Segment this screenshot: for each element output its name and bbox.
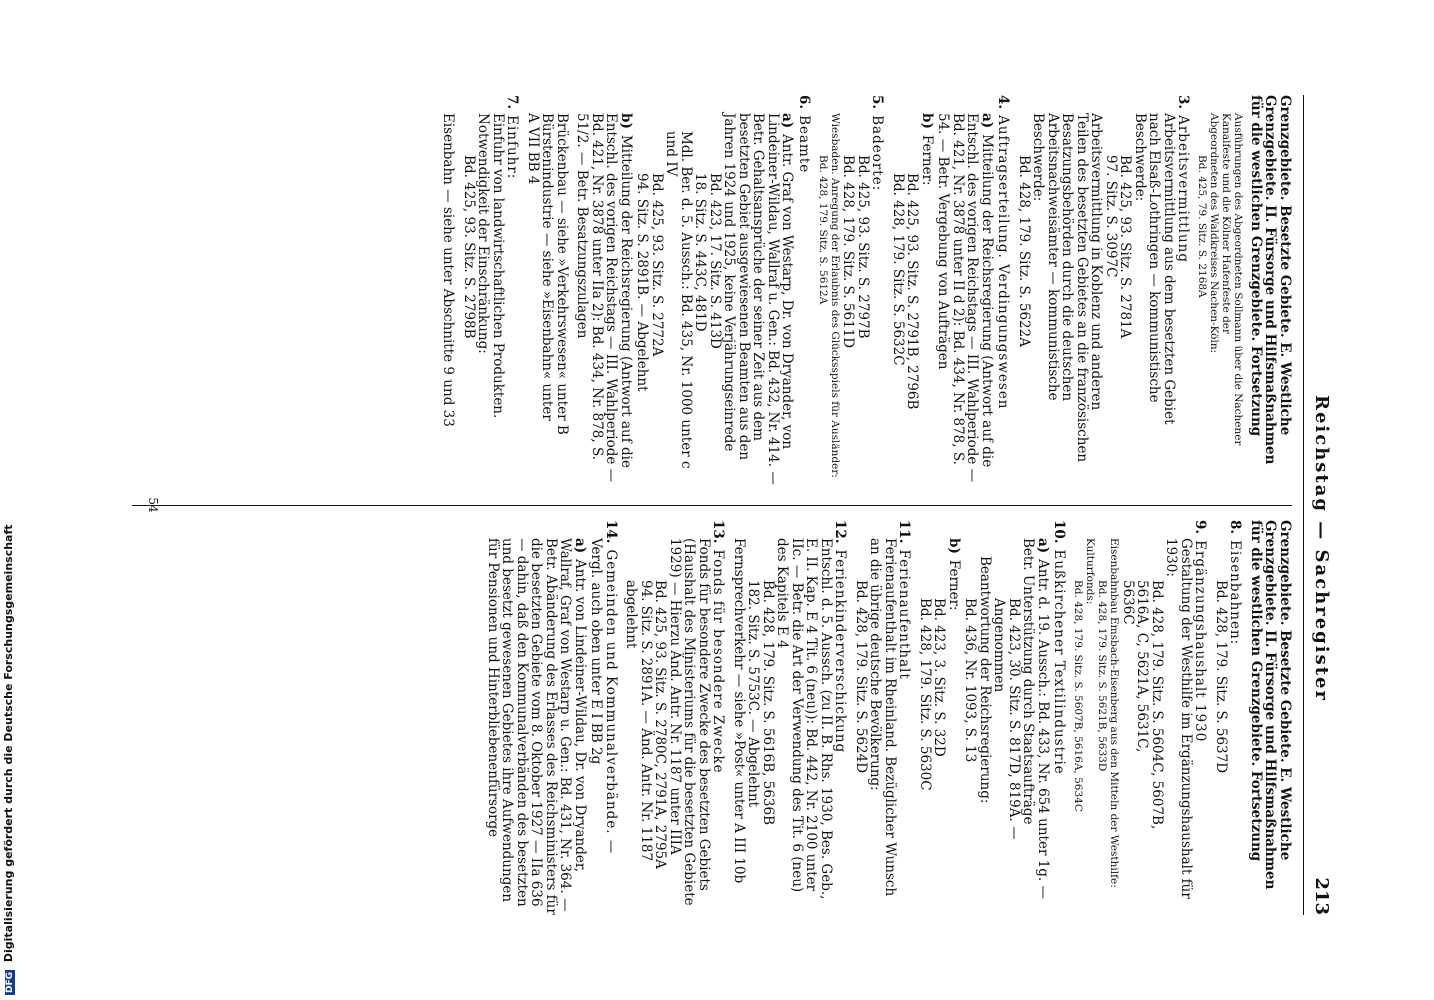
entry-text: Ferienaufenthalt im Rheinland. Bezüglicher Wunsch an die übrige deutsche Bevölkerung: bbox=[867, 538, 898, 897]
entry-text: Arbeitsnachweisämter — kommunistische bbox=[1045, 113, 1061, 401]
entry bbox=[441, 95, 456, 490]
entry bbox=[624, 520, 726, 915]
reference: Bd. 428, 179. Sitz. S. 5611D bbox=[840, 155, 857, 349]
reference: 182. Sitz. S. 5753C. — Abgelehnt bbox=[745, 580, 762, 808]
entry-heading bbox=[604, 520, 619, 915]
entry-number: 6. bbox=[796, 95, 812, 110]
sub-entry-body: Mitteilung der Reichsregierung (Antwort auf die Entschl. des vorigen Reichstags — III. Wahlperiode — Bd. 421, Nr. 3878 unter IIa 2): Bd. 434, Nr. 878, S. 51/2. — Betr. Besatzungszulagen bbox=[574, 113, 634, 483]
entry bbox=[918, 520, 1067, 915]
entry-number: 14. bbox=[603, 520, 619, 544]
sub-entry-body: Antr. Graf von Westarp, Dr. von Dryander, von Lindeiner-Wildau, Wallraf u. Gen.: Bd. 432, Nr. 414. — Betr. Gehaltsansprüche der seiner Zeit aus dem besetzten Gebiet ausgewiesenen Beamten aus den Jahren 1924 und 1925, keine Verjährungseinrede bbox=[721, 113, 796, 485]
sub-entry-body: Ferner: bbox=[919, 134, 935, 186]
header-rule bbox=[1303, 95, 1304, 915]
entry-note: Kulturfonds: bbox=[1084, 538, 1097, 605]
footer-page-number: 54 bbox=[146, 497, 160, 513]
sub-entry-text bbox=[920, 113, 935, 490]
entry-text: Brückenbau — siehe »Verkehrswesen« unter B bbox=[554, 113, 570, 435]
entry-text: Beschwerde: bbox=[1030, 113, 1047, 202]
entry bbox=[1073, 520, 1208, 915]
entry-note: Eisenbahnbau Emsbach-Eisenberg aus den Mitteln der Westhilfe: bbox=[1108, 538, 1121, 888]
entry-text: Teilen des besetzten Gebietes an die französischen bbox=[1074, 113, 1090, 463]
reference: Bd. 425, 93. Sitz. S. 2798B bbox=[461, 155, 477, 339]
reference: 97. Sitz. S. 3097C bbox=[1103, 155, 1119, 278]
sub-entry-text bbox=[1021, 538, 1050, 915]
entry-text: Entschl. d. 5. Aussch. (zu II. B. Rhs. 1930, Bes. Geb., E. II. Kap. E 4 Tit. 6 (neu)): Bd. 442, Nr. 2100 unter IIc. — Betr. die Art der Verwendung des Tit. 6 (neu) des Kapitels E 4 bbox=[774, 538, 834, 900]
reference: Bd. 425, 93. Sitz. S. 2791B, 2796B bbox=[904, 173, 921, 410]
sub-entry-text bbox=[486, 538, 588, 915]
sub-entry-body: Antr. von Lindeiner-Wildau, Dr. von Dryander, Wallraf, Graf von Westarp u. Gen.: Bd. 431, Nr. 364. — Betr. Abänderung des Erlasses des Reichsministers für die besetzten Gebiete vom 8. Oktober 1927 — IIa 636 — dahin, daß den Kommunalverbänden des besetzten und besetzt gewesenen Gebietes ihre Aufwendungen für Pensionen und Hinterbliebenenfürsorge bbox=[485, 538, 588, 915]
sub-entry-extra: Beantwortung der Reichsregierung: bbox=[977, 556, 993, 804]
entry-number: 10. bbox=[1051, 520, 1068, 544]
entry-text: Eisenbahn — siehe unter Abschnitte 9 und 33 bbox=[440, 113, 457, 427]
entry bbox=[1214, 520, 1243, 915]
sub-entry-tag: b) bbox=[946, 538, 962, 554]
entry-label: Fonds für besondere Zwecke bbox=[710, 549, 727, 774]
entry-label: Gemeinden und Kommunalverbände. — bbox=[603, 549, 619, 855]
entry-number: 7. bbox=[504, 95, 521, 110]
entry-heading bbox=[870, 95, 885, 490]
entry-heading bbox=[1193, 520, 1208, 915]
reference: Bd. 425, 93. Sitz. S. 2772A bbox=[649, 173, 665, 357]
sub-entry-tag: a) bbox=[572, 538, 588, 554]
entry bbox=[732, 520, 848, 915]
entry bbox=[526, 95, 570, 490]
entry-heading bbox=[1052, 520, 1067, 915]
reference: Bd. 428, 179. Sitz. S. 5637D bbox=[1213, 580, 1229, 774]
entry-label: Beamte bbox=[796, 115, 812, 174]
entry-heading bbox=[996, 95, 1011, 490]
entry-number: 5. bbox=[869, 95, 886, 110]
sub-entry-text bbox=[575, 113, 633, 490]
note-reference: Bd. 425, 79. Sitz. S. 2168A bbox=[1196, 155, 1209, 298]
header-title: Reichstag — Sachregister bbox=[1311, 395, 1332, 702]
sub-entry-tag: a) bbox=[979, 113, 995, 129]
entry-text: Beschwerde: bbox=[1132, 113, 1148, 202]
reference: Bd. 428, 179. Sitz. S. 5632C bbox=[890, 173, 906, 366]
reference: 5636C bbox=[1120, 580, 1136, 625]
entry-label: Eisenbahnen: bbox=[1227, 540, 1244, 646]
sub-entry-tag: b) bbox=[618, 113, 634, 129]
sub-entry bbox=[936, 113, 994, 490]
digitization-credit bbox=[2, 395, 16, 995]
entry bbox=[486, 520, 619, 915]
entry-text: Fernsprechverkehr — siehe »Post« unter A III 10b bbox=[731, 538, 747, 884]
sub-entry-tag: a) bbox=[779, 113, 796, 129]
entry bbox=[575, 95, 811, 490]
entry-text: Einfuhr von landwirtschaftlichen Produkten. Notwendigkeit der Einschränkung: bbox=[475, 113, 506, 419]
reference: Bd. 425, 93. Sitz. S. 2780C, 2791A, 2795A bbox=[652, 580, 669, 869]
reference: Bd. 436, Nr. 1093, S. 13 bbox=[962, 598, 979, 763]
reference: 94. Sitz. S. 2891A. — Änd. Antr. Nr. 1187 abgelehnt bbox=[623, 580, 654, 862]
entry-number: 12. bbox=[832, 520, 849, 544]
sub-entry bbox=[918, 538, 962, 915]
left-column bbox=[441, 95, 1292, 490]
reference: Bd. 428, 179. Sitz. S. 5616B, 5636B bbox=[760, 580, 776, 826]
sub-entry bbox=[963, 538, 1050, 915]
reference: 5616A, C, 5621A, 5631C, bbox=[1134, 580, 1151, 753]
sub-entry-body: Ferner: bbox=[946, 559, 962, 611]
right-column bbox=[486, 520, 1293, 915]
entry-heading bbox=[833, 520, 848, 915]
entry-text: Arbeitsvermittlung in Koblenz und anderen bbox=[1088, 113, 1105, 411]
entry-note-reference: Bd. 428, 179. Sitz. S. 5607B, 5616A, 5634C bbox=[1072, 580, 1085, 812]
entry-label: Ergänzungshaushalt 1930 bbox=[1192, 540, 1209, 743]
entry-text: Bürstenindustrie — siehe »Eisenbahn« unter bbox=[539, 113, 556, 421]
digitization-credit-text: Digitalisierung gefördert durch die Deutsche Forschungsgemeinschaft bbox=[2, 524, 15, 963]
sub-entry-text bbox=[947, 538, 962, 915]
sub-entry-text bbox=[722, 113, 795, 490]
sub-entry bbox=[575, 113, 633, 490]
entry-number: 9. bbox=[1192, 520, 1209, 535]
entry-heading bbox=[505, 95, 520, 490]
entry-note-reference: Bd. 428, 179. Sitz. S. 5612A bbox=[817, 155, 829, 305]
sub-entry bbox=[635, 113, 795, 490]
entry-number: 3. bbox=[1175, 95, 1192, 110]
entry-text: A VII BB 4 bbox=[525, 113, 541, 185]
entry-label: Arbeitsvermittlung bbox=[1175, 115, 1192, 263]
entry-label: Ferienkinderverschickung bbox=[832, 549, 849, 754]
entry-text: Arbeitsvermittlung aus dem besetzten Gebiet bbox=[1161, 113, 1177, 425]
reference: Bd. 425, 93. Sitz. S. 2781A bbox=[1117, 155, 1134, 339]
entry-text: nach Elsaß-Lothringen — kommunistische bbox=[1146, 113, 1163, 403]
entry-text: Besatzungsbehörden durch die deutschen bbox=[1059, 113, 1076, 402]
entry-number: 4. bbox=[995, 95, 1012, 110]
reference: Bd. 423, 17. Sitz. S. 413D bbox=[707, 173, 723, 349]
entry-text: Gestaltung der Westhilfe im Ergänzungshaushalt für 1930: bbox=[1163, 538, 1194, 899]
document-page bbox=[130, 95, 1330, 915]
sub-entry-tag: b) bbox=[919, 113, 935, 129]
reference: 94. Sitz. S. 2891B. — Abgelehnt bbox=[634, 173, 651, 392]
reference: Bd. 425, 93. Sitz. S. 2797B bbox=[855, 155, 871, 339]
entry-text: Fonds für besondere Zwecke des besetzten Gebiets (Haushalt des Ministeriums für die besetzten Gebiete 1929) — Hierzu Änd. Antr. Nr. 1187 unter IIIA bbox=[667, 538, 712, 906]
entry-label: Eußkirchener Textilindustrie bbox=[1051, 549, 1068, 775]
entry-heading bbox=[797, 95, 812, 490]
reference: Bd. 423, 30. Sitz. S. 817D, 819A. — Angenommen bbox=[991, 598, 1022, 840]
sub-entry-tag: a) bbox=[1035, 538, 1051, 554]
header-page-number: 213 bbox=[1311, 877, 1332, 915]
entry bbox=[462, 95, 520, 490]
reference: Bd. 428, 179. Sitz. S. 5630C bbox=[917, 598, 933, 791]
sub-entry-text bbox=[936, 113, 994, 490]
entry-note: Wiesbaden. Anregung der Erlaubnis des Glücksspiels für Ausländer: bbox=[829, 113, 841, 478]
note-line: Abgeordneten des Waldkreises Nachen-Köln: bbox=[1208, 113, 1221, 354]
entry-label: Badeorte: bbox=[869, 115, 886, 192]
entry-text: Vergl. auch oben unter E I BB 2g bbox=[588, 538, 605, 765]
entry-heading bbox=[1176, 95, 1191, 490]
sub-entry bbox=[891, 113, 935, 490]
page-header bbox=[1304, 95, 1330, 915]
entry bbox=[854, 520, 912, 915]
reference: Bd. 428, 179. Sitz. S. 5604C, 5607B, bbox=[1149, 580, 1165, 830]
entry-heading bbox=[1228, 520, 1243, 915]
sub-entry bbox=[486, 538, 588, 915]
column-divider bbox=[132, 505, 1292, 506]
entry bbox=[891, 95, 1011, 490]
entry bbox=[1017, 95, 1191, 490]
entry-label: Einfuhr: bbox=[504, 115, 521, 180]
entry-label: Auftragserteilung. Verdingungswesen bbox=[995, 115, 1012, 410]
entry-number: 8. bbox=[1227, 520, 1244, 535]
section-heading: Grenzgebiete. Besetzte Gebiete. E. Westliche Grenzgebiete. II. Fürsorge und Hilfsmaßnahmen für die westlichen Grenzgebiete. Fortsetzung bbox=[1248, 95, 1293, 465]
reference: 18. Sitz. S. 443C, 481D bbox=[692, 173, 709, 332]
sub-entry-body: Antr. d. 19. Aussch.: Bd. 433, Nr. 654 unter 1g. — Betr. Unterstützung durch Staatsaufträge bbox=[1020, 538, 1051, 900]
reference: Bd. 428, 179. Sitz. S. 5622A bbox=[1016, 155, 1032, 347]
reference: Bd. 423, 3. Sitz. S. 32D bbox=[931, 598, 948, 757]
entry-heading bbox=[711, 520, 726, 915]
dfg-logo: DFG bbox=[5, 971, 15, 993]
entry bbox=[817, 95, 885, 490]
entry-label: Ferienaufenthalt bbox=[896, 549, 913, 680]
reference: Bd. 428, 179. Sitz. S. 5624D bbox=[853, 580, 869, 774]
note-line: Ausführungen des Abgeordneten Sollmann über die Nachener Kanalfeste und die Kölner Hafenfeste der bbox=[1220, 113, 1245, 446]
entry-heading bbox=[897, 520, 912, 915]
entry-number: 13. bbox=[710, 520, 727, 544]
sub-entry-body: Mitteilung der Reichsregierung (Antwort auf die Entschl. des vorigen Reichstags — III. Wahlperiode — Bd. 421, Nr. 3878 unter II d 2): Bd. 434, Nr. 878, S. 54. — Betr. Vergebung von Aufträgen bbox=[935, 113, 995, 483]
entry-note-reference: Bd. 428, 179. Sitz. S. 5621B, 5633D bbox=[1096, 580, 1109, 772]
section-heading: Grenzgebiete. Besetzte Gebiete. E. Westliche Grenzgebiete. II. Fürsorge und Hilfsmaßnahmen für die westlichen Grenzgebiete. Fortsetzung bbox=[1248, 520, 1293, 890]
entry-number: 11. bbox=[896, 520, 913, 544]
sub-entry-extra: Mdl. Ber. d. 5. Aussch.: Bd. 435, Nr. 1000 unter c und IV bbox=[663, 131, 694, 469]
